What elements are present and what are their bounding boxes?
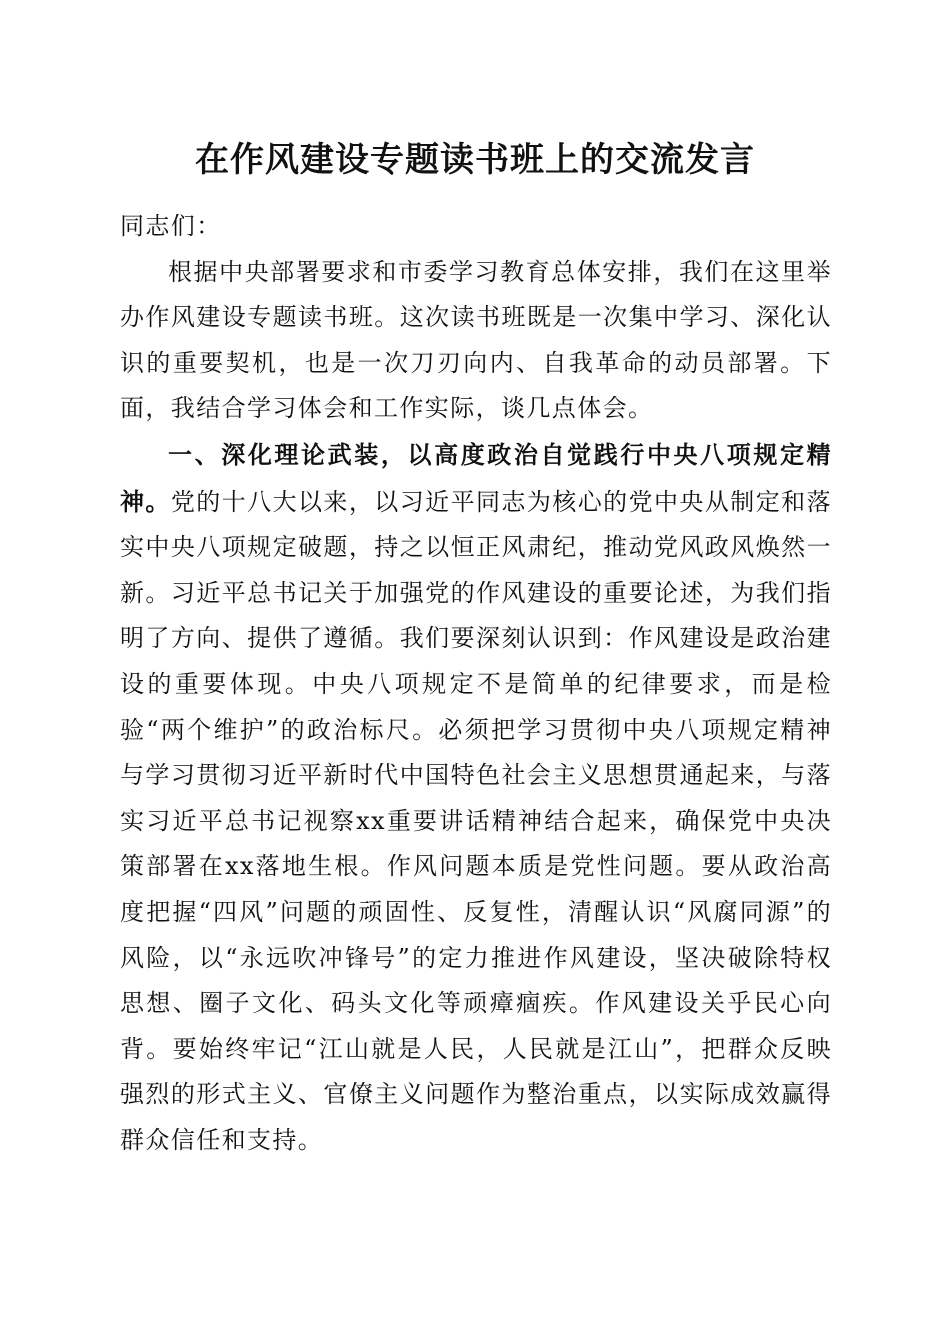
section-1-heading: 一、深化理论武装，以高度政治自觉践行中央八项规定精神。 [120, 439, 832, 516]
section-1-paragraph [120, 432, 832, 1164]
document-title: 在作风建设专题读书班上的交流发言 [195, 140, 755, 180]
section-1-body: 党的十八大以来，以习近平同志为核心的党中央从制定和落实中央八项规定破题，持之以恒正风肃纪，推动党风政风焕然一新。习近平总书记关于加强党的作风建设的重要论述，为我们指明了方向、提供了遵循。我们要深刻认识到：作风建设是政治建设的重要体现。中央八项规定不是简单的纪律要求，而是检验“两个维护”的政治标尺。必须把学习贯彻中央八项规定精神与学习贯彻习近平新时代中国特色社会主义思想贯通起来，与落实习近平总书记视察xx重要讲话精神结合起来，确保党中央决策部署在xx落地生根。作风问题本质是党性问题。要从政治高度把握“四风”问题的顽固性、反复性，清醒认识“风腐同源”的风险，以“永远吹冲锋号”的定力推进作风建设，坚决破除特权思想、圈子文化、码头文化等顽瘴痼疾。作风建设关乎民心向背。要始终牢记“江山就是人民，人民就是江山”，把群众反映强烈的形式主义、官僚主义问题作为整治重点，以实际成效赢得群众信任和支持。 [120, 487, 832, 1154]
intro-paragraph: 根据中央部署要求和市委学习教育总体安排，我们在这里举办作风建设专题读书班。这次读书班既是一次集中学习、深化认识的重要契机，也是一次刀刃向内、自我革命的动员部署。下面，我结合学习体会和工作实际，谈几点体会。 [120, 257, 832, 423]
salutation: 同志们： [120, 212, 222, 240]
document-body [120, 204, 832, 1163]
